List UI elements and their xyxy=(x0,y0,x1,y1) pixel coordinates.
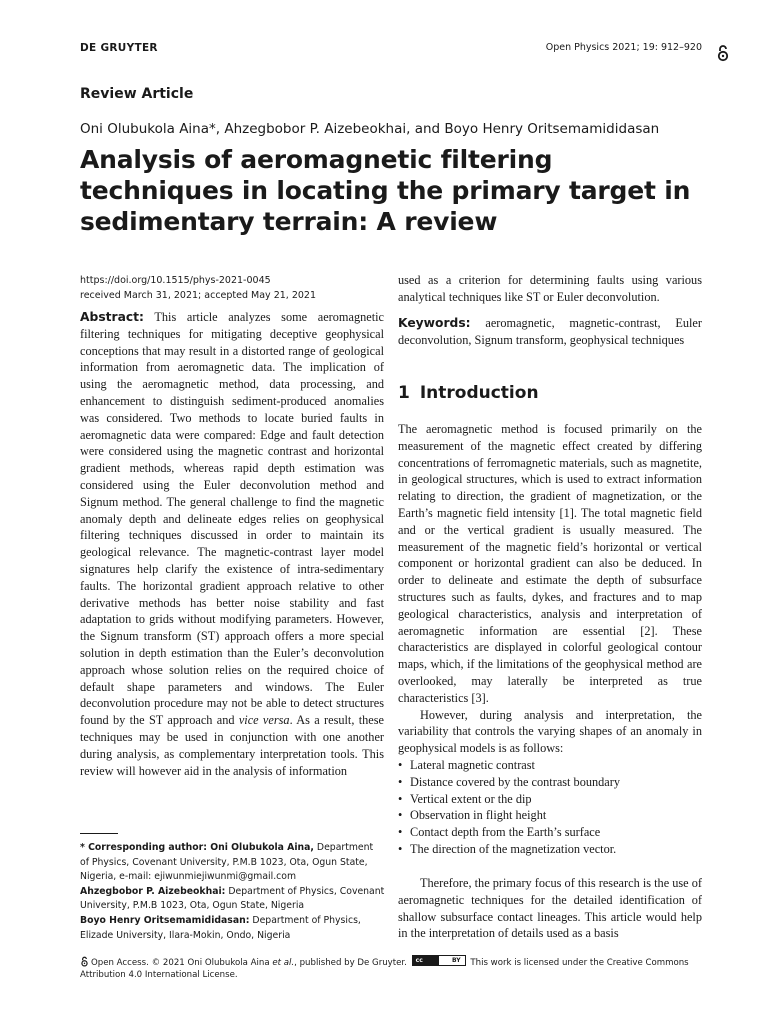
open-access-icon xyxy=(80,956,89,967)
cc-badge-left: cc xyxy=(415,957,423,964)
list-item: • Distance covered by the contrast boundary xyxy=(398,774,702,791)
keywords-text: aeromagnetic, magnetic-contrast, Euler deconvolution, Signum transform, geophysical techniques xyxy=(398,316,702,347)
footnote-corresponding-author xyxy=(80,841,385,885)
footnote-divider xyxy=(80,833,118,834)
variability-list xyxy=(398,757,702,858)
abstract xyxy=(80,309,384,779)
footnote-text: Department of Physics, Covenant University, P.M.B 1023, Ota, Ogun State, Nigeria, e-mail: ejiwunmiejiwunmi@gmail.com xyxy=(80,842,374,883)
publisher-logo: DE GRUYTER xyxy=(80,42,158,54)
section-number: 1 xyxy=(398,383,410,403)
abstract-label: Abstract: xyxy=(80,310,144,324)
keywords xyxy=(398,315,702,349)
list-item: • The direction of the magnetization vector. xyxy=(398,841,702,858)
list-item: • Observation in flight height xyxy=(398,807,702,824)
list-item: • Vertical extent or the dip xyxy=(398,791,702,808)
article-title: Analysis of aeromagnetic filtering techniques in locating the primary target in sedimentary terrain: A review xyxy=(80,145,691,236)
abstract-text-1: This article analyzes some aeromagnetic filtering techniques for mitigating deceptive geophysical conceptions that may result in a distorted range of geological information from aeromagnetic data. The implication of using the aeromagnetic method, data processing, and enhancement to distinguish sediment-produced anomalies was considered. Two methods to locate buried faults in aeromagnetic data were compared: Edge and fault detection were considered using the magnetic contrast and horizontal gradient methods, whereas rapid depth estimation was considered using the Euler deconvolution method and Signum method. The general challenge to find the magnetic anomaly depth and delineate edges relies on geophysical filtering techniques discussed in order to maintain its geological relevance. The magnetic-contrast layer model signatures help clarify the existence of intra-sedimentary faults. The horizontal gradient approach relative to other derivative methods has better noise stability and fast adaptation to grids without modifying parameters. However, the Signum transform (ST) approach offers a more special solution in depth estimation than the Euler’s deconvolution approach whose solution relies on the required choice of default shape parameters and windows. The Euler deconvolution procedure may not be able to detect structures found by the ST approach and xyxy=(80,310,384,728)
open-access-icon xyxy=(716,44,730,62)
list-item: • Contact depth from the Earth’s surface xyxy=(398,824,702,841)
doi-link[interactable]: https://doi.org/10.1515/phys-2021-0045 xyxy=(80,275,271,286)
footnote-label: Ahzegbobor P. Aizebeokhai: xyxy=(80,885,226,897)
intro-paragraph-1: The aeromagnetic method is focused primarily on the measurement of the magnetic effect created by differing concentrations of ferromagnetic materials, such as magnetite, in geological structures, which is used to extract information relating to direction, the gradient of magnetization, or the Earth’s magnetic field intensity [1]. The total magnetic field and or the vertical gradient is usually measured. The measurement of the magnetic field’s horizontal or vertical component or horizontal gradient can also be deduced. In order to delineate and estimate the depth of subsurface structures such as faults, dykes, and fractures and to map geological characteristics, analysis and interpretation of aeromagnetic information are essential [2]. These characteristics are displayed in colorful geological contour maps, which, if the limitations of the geophysical method are overlooked, may laterally be interpreted as true characteristics [3]. xyxy=(398,422,702,705)
footnote-author-3 xyxy=(80,914,385,943)
intro-paragraph-3 xyxy=(398,875,702,942)
footnote-author-2 xyxy=(80,885,385,914)
intro-paragraph-3-text: Therefore, the primary focus of this research is the use of aeromagnetic techniques for the detailed identification of shallow subsurface contact lineages. This article would help in the interpretation of details used as a basis xyxy=(398,876,702,941)
author-footnotes xyxy=(80,841,385,943)
cc-badge-right: BY xyxy=(452,957,461,964)
intro-paragraph-2: However, during analysis and interpretation, the variability that controls the varying shapes of an anomaly in geophysical models is as follows: xyxy=(398,707,702,756)
footnote-text: Department of Physics, Elizade University, Ilara-Mokin, Ondo, Nigeria xyxy=(80,914,361,941)
open-access-text-2: , published by De Gruyter. xyxy=(294,958,407,968)
article-meta xyxy=(80,273,316,303)
list-item: • Lateral magnetic contrast xyxy=(398,757,702,774)
footnote-text: Department of Physics, Covenant University, P.M.B 1023, Ota, Ogun State, Nigeria xyxy=(80,885,385,912)
et-al: et al. xyxy=(272,958,295,968)
license-footer xyxy=(80,955,720,981)
footnote-label: Boyo Henry Oritsemamididasan: xyxy=(80,914,250,926)
abstract-continued: used as a criterion for determining faults using various analytical techniques like ST or Euler deconvolution. xyxy=(398,273,702,304)
journal-citation: Open Physics 2021; 19: 912–920 xyxy=(545,42,702,53)
received-accepted-dates: received March 31, 2021; accepted May 21, 2021 xyxy=(80,290,316,301)
section-heading-introduction xyxy=(398,383,539,403)
abstract-text-2: . As a result, these techniques may be used in conjunction with one another during analysis, as complementary interpretation tools. This review will however aid in the analysis of information xyxy=(80,713,385,778)
footnote-label: * Corresponding author: Oni Olubukola Aina, xyxy=(80,842,314,853)
article-type: Review Article xyxy=(80,86,194,102)
license-text: This work is licensed under the Creative Commons Attribution 4.0 International License. xyxy=(80,958,689,980)
cc-by-license-icon[interactable] xyxy=(412,955,466,966)
introduction-body xyxy=(398,421,702,858)
section-title: Introduction xyxy=(419,383,539,403)
author-list: Oni Olubukola Aina*, Ahzegbobor P. Aizebeokhai, and Boyo Henry Oritsemamididasan xyxy=(80,121,660,137)
open-access-text: Open Access. © 2021 Oni Olubukola Aina xyxy=(91,958,273,968)
abstract-italic: vice versa xyxy=(238,713,290,728)
keywords-label: Keywords: xyxy=(398,316,471,330)
